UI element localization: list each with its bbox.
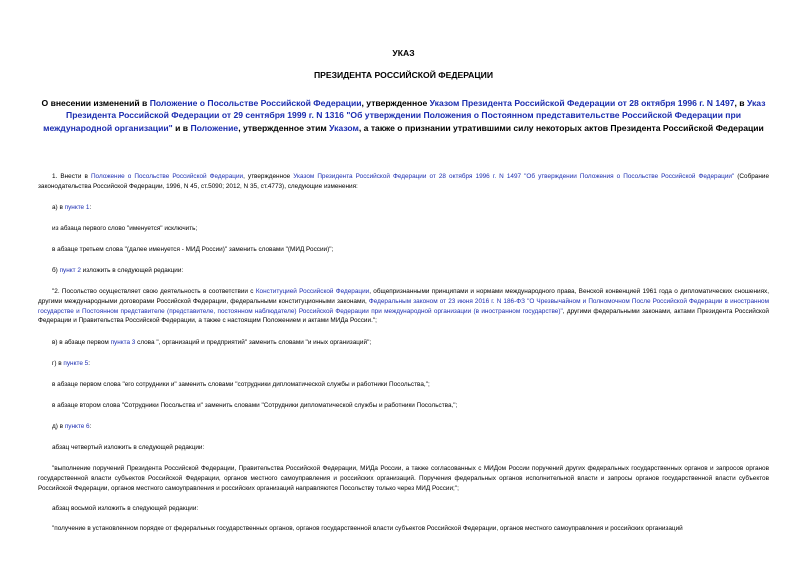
paragraph-text: г) в	[52, 360, 64, 367]
paragraph-8	[38, 359, 769, 369]
link-ukaz-1316[interactable]: Указ Президента Российской Федерации от 29 сентября 1999 г. N 1316 "Об утверждении Положения о Постоянном представительстве Российской Федерации при международной организации"	[43, 98, 766, 133]
link-ukaz-1497[interactable]: Указом Президента Российской Федерации от 28 октября 1996 г. N 1497	[429, 98, 735, 108]
doc-subtitle: ПРЕЗИДЕНТА РОССИЙСКОЙ ФЕДЕРАЦИИ	[313, 70, 494, 80]
paragraph-text: 1. Внести в	[52, 173, 91, 180]
paragraph-3: из абзаца первого слово "именуется" исключить;	[52, 225, 198, 232]
paragraph-11	[38, 422, 769, 432]
link-polozhenie[interactable]: Положение	[190, 122, 239, 133]
paragraph-text: изложить в следующей редакции:	[80, 267, 184, 274]
link-punkt-2[interactable]: пункт 2	[59, 267, 81, 274]
link-polozhenie-posolstvo[interactable]: Положение о Посольстве Российской Федерации	[149, 98, 362, 108]
subject-text: , а также о признании утратившими силу некоторых актов Президента Российской Федерации	[358, 122, 764, 133]
paragraph-text: "2. Посольство осуществляет свою деятельность в соответствии с	[52, 288, 256, 295]
paragraph-text: д) в	[52, 423, 65, 430]
paragraph-text: слова ", организаций и предприятий" заменить словами "и иных организаций";	[135, 339, 372, 346]
subject-text: , утвержденное этим	[238, 122, 330, 133]
doc-title: УКАЗ	[392, 48, 415, 58]
link-ukaz[interactable]: Указом	[329, 122, 359, 133]
paragraph-text: , другими федеральными законами, актами Президента Российской Федерации и Правительства Российской Федерации, а также с настоящим Положением и актами МИДа России.";	[38, 307, 770, 325]
paragraph-text: , общепризнанными принципами и нормами международного права, Венской конвенцией 1961 года о дипломатических сношениях, другими международными договорами Российской Федерации, федеральными конституционными законами,	[38, 288, 769, 305]
paragraph-text: б)	[52, 267, 60, 274]
subject-text: и в	[172, 122, 191, 133]
doc-subject	[38, 97, 769, 134]
link-konstitutsiya[interactable]: Конституцией Российской Федерации	[255, 288, 370, 295]
paragraph-text: (Собрание законодательства Российской Федерации, 1996, N 45, ст.5090; 2012, N 35, ст.4773), следующие изменения:	[38, 173, 770, 190]
paragraph-text: :	[89, 204, 92, 211]
paragraph-4: в абзаце третьем слова "(далее именуется - МИД России)" заменить словами "(МИД России)";	[52, 246, 334, 253]
paragraph-10: в абзаце втором слова "Сотрудники Посольства и" заменить словами "Сотрудники дипломатической службы и работники Посольства,";	[52, 402, 458, 409]
paragraph-14: абзац восьмой изложить в следующей редакции:	[52, 505, 199, 512]
subject-text: , в	[734, 98, 747, 108]
link-punkt-6[interactable]: пункте 6	[64, 423, 90, 430]
paragraph-15: "получение в установленном порядке от федеральных государственных органов, органов государственной власти субъектов Российской Федерации, органов местного самоуправления и российских организаций	[52, 525, 683, 532]
link-punkt-1[interactable]: пункте 1	[64, 204, 90, 211]
link-punkt-3[interactable]: пункта 3	[110, 339, 136, 346]
paragraph-12: абзац четвертый изложить в следующей редакции:	[52, 444, 205, 451]
subject-text: , утвержденное	[361, 98, 430, 108]
paragraph-9: в абзаце первом слова "его сотрудники и" заменить словами "сотрудники дипломатической службы и работники Посольства,";	[52, 381, 430, 388]
subject-text: О внесении изменений в	[41, 98, 150, 108]
paragraph-text: в) в абзаце первом	[52, 339, 111, 346]
paragraph-text: :	[88, 360, 90, 367]
link-polozhenie-posolstvo[interactable]: Положение о Посольстве Российской Федерации	[90, 173, 244, 180]
paragraph-7	[38, 338, 769, 348]
paragraph-6	[38, 287, 769, 326]
paragraph-1	[38, 172, 769, 192]
link-fz-186[interactable]: Федеральным законом от 23 июня 2016 г. N 186-ФЗ "О Чрезвычайном и Полномочном После Российской Федерации в иностранном государстве и Постоянном представителе (представителе, постоянном наблюдателе) Российской Федерации при международной организации (в иностранном государстве)"	[38, 297, 770, 315]
link-ukaz-1497[interactable]: Указом Президента Российской Федерации от 28 октября 1996 г. N 1497 "Об утверждении Положения о Посольстве Российской Федерации"	[293, 173, 735, 180]
paragraph-text: а) в	[52, 204, 65, 211]
paragraph-2	[38, 203, 769, 213]
paragraph-text: , утвержденное	[243, 173, 294, 180]
link-punkt-5[interactable]: пункте 5	[63, 360, 89, 367]
paragraph-text: :	[89, 423, 92, 430]
paragraph-5	[38, 266, 769, 276]
paragraph-13: "выполнение поручений Президента Российской Федерации, Правительства Российской Федерации, МИДа России, а также согласованных с МИДом России поручений других федеральных государственных органов и запросов органов государственной власти субъектов Российской Федерации, органов местного самоуправления и российских организаций. Поручения федеральных органов исполнительной власти и запросы органов государственной власти субъектов Российской Федерации, органов местного самоуправления и российских организаций направляются Посольству только через МИД России;";	[38, 465, 769, 492]
